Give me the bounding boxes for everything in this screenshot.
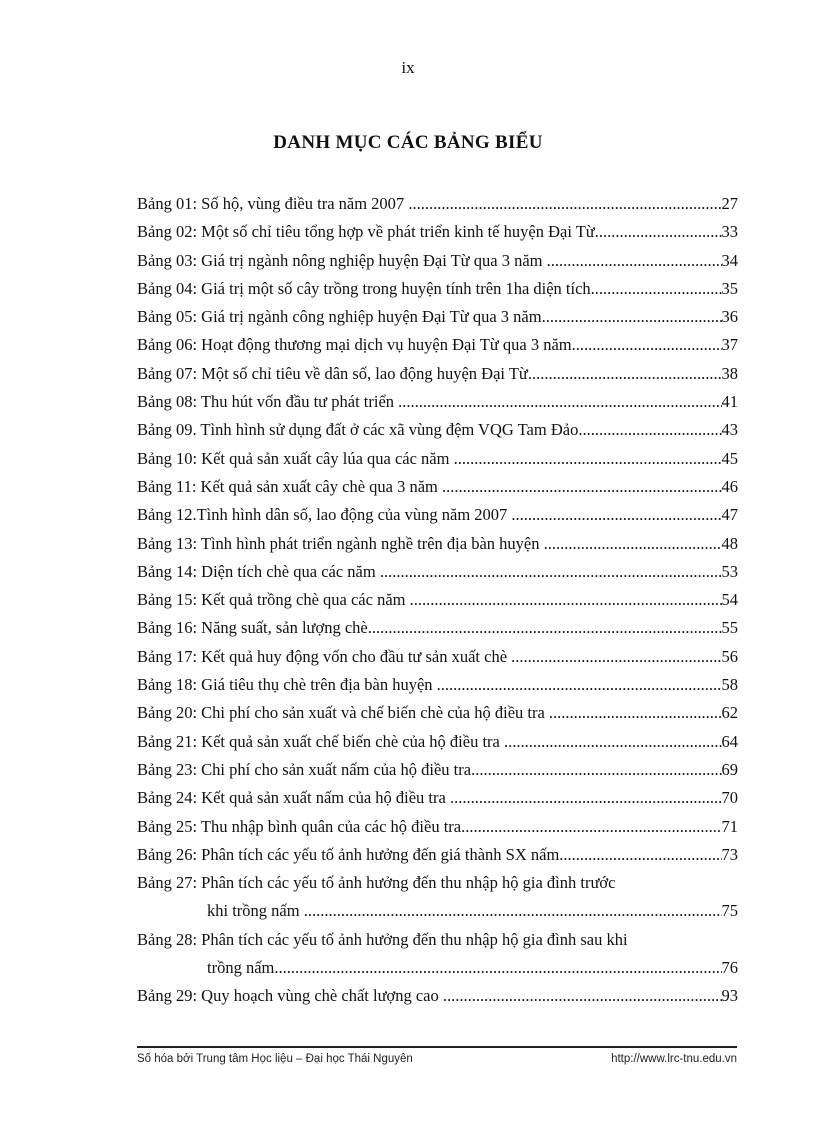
entry-page: 58 — [721, 675, 738, 695]
table-entry-09[interactable] — [137, 420, 738, 448]
entry-title: Bảng 03: Giá trị ngành nông nghiệp huyện Đại Từ qua 3 năm — [137, 250, 547, 270]
entry-page: 47 — [721, 505, 738, 525]
entry-title: Bảng 06: Hoạt động thương mại dịch vụ huyện Đại Từ qua 3 năm — [137, 335, 572, 355]
page-number: ix — [401, 58, 415, 77]
entry-title: Bảng 25: Thu nhập bình quân của các hộ điều tra — [137, 816, 462, 836]
entry-page: 75 — [721, 901, 738, 921]
dot-leader — [578, 420, 721, 440]
entry-title: Bảng 28: Phân tích các yếu tố ảnh hưởng đến thu nhập hộ gia đình sau khi — [137, 929, 628, 949]
table-entry-13[interactable] — [137, 534, 738, 562]
entry-page: 70 — [721, 788, 738, 808]
table-entry-06[interactable] — [137, 335, 738, 363]
dot-leader — [471, 760, 721, 780]
entry-page: 54 — [721, 590, 738, 610]
entry-title: Bảng 02: Một số chỉ tiêu tổng hợp về phát triển kinh tế huyện Đại Từ — [137, 222, 595, 242]
entry-title-continued: khi trồng nấm — [207, 901, 304, 921]
table-entry-21[interactable] — [137, 732, 738, 760]
entry-page: 93 — [721, 986, 738, 1006]
dot-leader — [274, 958, 721, 978]
entry-page: 76 — [721, 958, 738, 978]
dot-leader — [572, 335, 722, 355]
entry-page: 62 — [721, 703, 738, 723]
entry-title: Bảng 01: Số hộ, vùng điều tra năm 2007 — [137, 194, 409, 213]
table-entry-11[interactable] — [137, 477, 738, 505]
entry-page: 37 — [721, 335, 738, 355]
entry-title: Bảng 27: Phân tích các yếu tố ảnh hưởng đến thu nhập hộ gia đình trước — [137, 873, 616, 893]
table-entry-15[interactable] — [137, 590, 738, 618]
entry-page: 46 — [721, 476, 738, 496]
dot-leader — [549, 703, 722, 723]
entry-title: Bảng 14: Diện tích chè qua các năm — [137, 561, 380, 581]
table-entry-26[interactable] — [137, 845, 738, 873]
dot-leader — [595, 222, 722, 242]
entry-page: 53 — [721, 561, 738, 581]
entry-page: 35 — [721, 278, 738, 298]
dot-leader — [450, 788, 722, 808]
dot-leader — [559, 845, 721, 865]
entry-title: Bảng 08: Thu hút vốn đầu tư phát triển — [137, 392, 399, 412]
entry-title: Bảng 29: Quy hoạch vùng chè chất lượng cao — [137, 986, 443, 1006]
entry-title: Bảng 05: Giá trị ngành công nghiệp huyện Đại Từ qua 3 năm — [137, 307, 542, 327]
dot-leader — [511, 647, 721, 667]
table-entry-25[interactable] — [137, 817, 738, 845]
entry-title: Bảng 23: Chi phí cho sản xuất nấm của hộ điều tra — [137, 759, 472, 779]
dot-leader — [398, 392, 721, 412]
entry-title: Bảng 15: Kết quả trồng chè qua các năm — [137, 590, 410, 610]
table-entry-23[interactable] — [137, 760, 738, 788]
table-entry-16[interactable] — [137, 618, 738, 646]
dot-leader — [542, 307, 722, 327]
entry-title: Bảng 07: Một số chỉ tiêu về dân số, lao động huyện Đại Từ — [137, 363, 528, 383]
dot-leader — [304, 901, 722, 921]
entry-page: 41 — [721, 392, 738, 412]
entry-title: Bảng 20: Chi phí cho sản xuất và chế biến chè của hộ điều tra — [137, 703, 549, 723]
entry-page: 43 — [721, 420, 738, 440]
entry-title-continued: trồng nấm — [207, 958, 275, 978]
table-entry-20[interactable] — [137, 703, 738, 731]
table-entry-01[interactable] — [137, 194, 738, 222]
dot-leader — [380, 562, 722, 582]
dot-leader — [544, 534, 722, 554]
footer-source: Số hóa bởi Trung tâm Học liệu – Đại học Thái Nguyên — [137, 1053, 413, 1065]
table-entry-10[interactable] — [137, 449, 738, 477]
dot-leader — [437, 675, 722, 695]
table-entry-17[interactable] — [137, 647, 738, 675]
table-entry-07[interactable] — [137, 364, 738, 392]
entry-page: 55 — [721, 618, 738, 638]
table-entry-28-continued[interactable] — [137, 958, 738, 986]
dot-leader — [591, 279, 722, 299]
entry-title: Bảng 24: Kết quả sản xuất nấm của hộ điều tra — [137, 788, 450, 808]
entry-title: Bảng 18: Giá tiêu thụ chè trên địa bàn huyện — [137, 675, 437, 695]
dot-leader — [461, 817, 721, 837]
entry-title: Bảng 09. Tình hình sử dụng đất ở các xã vùng đệm VQG Tam Đảo — [137, 420, 579, 440]
page-title: DANH MỤC CÁC BẢNG BIỂU — [273, 132, 543, 153]
entry-title: Bảng 16: Năng suất, sản lượng chè — [137, 618, 368, 638]
table-entry-08[interactable] — [137, 392, 738, 420]
entry-title: Bảng 04: Giá trị một số cây trồng trong huyện tính trên 1ha diện tích — [137, 278, 591, 298]
entry-page: 73 — [721, 844, 738, 864]
entry-title: Bảng 12.Tình hình dân số, lao động của vùng năm 2007 — [137, 505, 512, 525]
table-entry-28[interactable] — [137, 930, 738, 958]
table-entry-03[interactable] — [137, 251, 738, 279]
table-entry-27-continued[interactable] — [137, 901, 738, 929]
entry-page: 36 — [721, 307, 738, 327]
footer-url[interactable]: http://www.lrc-tnu.edu.vn — [611, 1053, 737, 1065]
entry-page: 64 — [721, 731, 738, 751]
entry-title: Bảng 21: Kết quả sản xuất chế biến chè của hộ điều tra — [137, 731, 504, 751]
entry-page: 34 — [721, 250, 738, 270]
dot-leader — [442, 477, 721, 497]
dot-leader — [443, 986, 722, 1006]
table-list — [137, 194, 738, 1015]
table-entry-29[interactable] — [137, 986, 738, 1014]
table-entry-18[interactable] — [137, 675, 738, 703]
table-entry-14[interactable] — [137, 562, 738, 590]
dot-leader — [547, 251, 722, 271]
dot-leader — [410, 590, 722, 610]
entry-title: Bảng 13: Tình hình phát triển ngành nghề trên địa bàn huyện — [137, 533, 544, 553]
entry-page: 71 — [721, 816, 738, 836]
dot-leader — [504, 732, 722, 752]
table-entry-02[interactable] — [137, 222, 738, 250]
table-entry-05[interactable] — [137, 307, 738, 335]
table-entry-27[interactable] — [137, 873, 738, 901]
dot-leader — [528, 364, 722, 384]
entry-title: Bảng 10: Kết quả sản xuất cây lúa qua các năm — [137, 448, 454, 468]
entry-page: 48 — [721, 533, 738, 553]
table-entry-24[interactable] — [137, 788, 738, 816]
entry-title: Bảng 26: Phân tích các yếu tố ảnh hưởng đến giá thành SX nấm — [137, 844, 560, 864]
footer-divider — [137, 1046, 737, 1048]
footer — [137, 1053, 737, 1065]
entry-title: Bảng 11: Kết quả sản xuất cây chè qua 3 năm — [137, 476, 443, 496]
entry-title: Bảng 17: Kết quả huy động vốn cho đầu tư sản xuất chè — [137, 646, 512, 666]
table-entry-04[interactable] — [137, 279, 738, 307]
entry-page: 33 — [721, 222, 738, 242]
dot-leader — [511, 505, 721, 525]
entry-page: 45 — [721, 448, 738, 468]
table-entry-12[interactable] — [137, 505, 738, 533]
dot-leader — [408, 194, 721, 214]
entry-page: 27 — [721, 194, 738, 213]
entry-page: 38 — [721, 363, 738, 383]
dot-leader — [454, 449, 722, 469]
entry-page: 56 — [721, 646, 738, 666]
entry-page: 69 — [721, 759, 738, 779]
dot-leader — [368, 618, 722, 638]
